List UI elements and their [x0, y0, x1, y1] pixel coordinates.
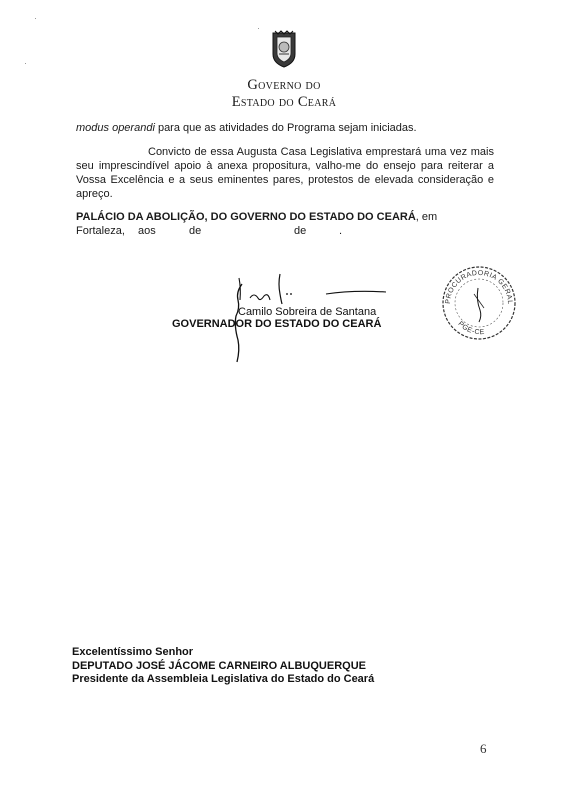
procuradoria-stamp-icon — [440, 264, 518, 342]
scan-speck — [25, 63, 26, 64]
date-de-2: de — [294, 225, 307, 237]
addressee-block — [72, 646, 374, 687]
date-de-1: de — [189, 225, 202, 237]
scan-speck — [258, 28, 259, 29]
addressee-name: DEPUTADO JOSÉ JÁCOME CARNEIRO ALBUQUERQUE — [72, 659, 366, 672]
date-dot: . — [339, 225, 343, 237]
signer-name: Camilo Sobreira de Santana — [238, 306, 377, 318]
addressee-salutation: Excelentíssimo Senhor — [72, 646, 194, 658]
letterhead-line1: Governo do — [247, 77, 321, 93]
page-number: 6 — [480, 741, 487, 756]
paragraph-closing-text: Convicto de essa Augusta Casa Legislativa emprestará uma vez mais seu imprescindível apoio à anexa propositura, valho-me do ensejo para reiterar a Vossa Excelência e a seus eminentes pares, protestos de elevada consideração e apreço. — [76, 146, 494, 200]
letterhead-line2: Estado do Ceará — [231, 94, 337, 110]
signer-role: GOVERNADOR DO ESTADO DO CEARÁ — [172, 318, 382, 330]
state-coat-of-arms-icon — [269, 30, 299, 68]
paragraph-closing — [76, 145, 494, 201]
date-aos: aos — [138, 225, 156, 237]
scan-speck — [35, 18, 36, 19]
palace-name: PALÁCIO DA ABOLIÇÃO, DO GOVERNO DO ESTADO DO CEARÁ — [76, 211, 416, 223]
stamp-text-top: PROCURADORIA GERAL — [444, 269, 514, 305]
place-line — [76, 210, 494, 224]
paragraph-continuation-text: para que as atividades do Programa sejam iniciadas. — [154, 122, 417, 134]
addressee-title: Presidente da Assembleia Legislativa do Estado do Ceará — [72, 673, 375, 685]
government-letterhead — [180, 77, 388, 111]
stamp-text-bottom: PGE-CE — [456, 320, 486, 337]
place-line-suffix: , em — [415, 211, 438, 223]
svg-text:PGE-CE — [456, 320, 485, 336]
date-city: Fortaleza, — [76, 225, 125, 237]
paragraph-continuation — [76, 121, 496, 135]
latin-term: modus operandi — [76, 122, 155, 134]
svg-text:PROCURADORIA GERAL — [445, 270, 513, 305]
